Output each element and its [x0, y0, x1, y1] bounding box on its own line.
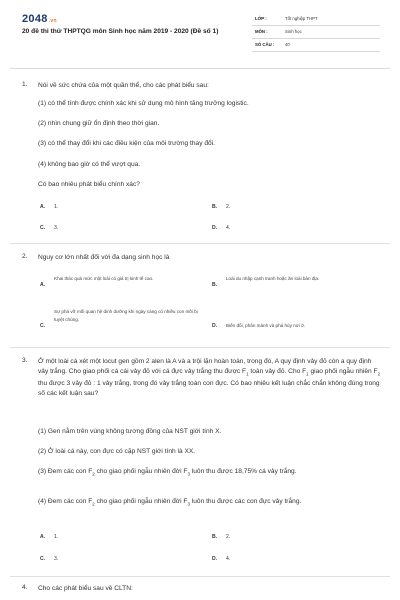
option-d-label[interactable]: D.: [212, 323, 218, 329]
option-c-label[interactable]: C.: [40, 323, 46, 329]
option-a-label[interactable]: A.: [40, 204, 46, 210]
question-text: Nguy cơ lớn nhất đối với đa dạng sinh học là: [38, 254, 170, 261]
option-b-label[interactable]: B.: [212, 534, 218, 540]
option-b-label[interactable]: B.: [212, 204, 218, 210]
document-title: 20 đề thi thử THPTQG môn Sinh học năm 2019 - 2020 (Đề số 1): [22, 28, 219, 35]
logo-suffix: .vn: [48, 18, 57, 24]
option-a-text[interactable]: 1.: [54, 534, 59, 540]
option-d-text[interactable]: 4.: [226, 225, 231, 231]
option-d-text[interactable]: Biến đổi, phân mảnh và phá hủy nơi ở.: [226, 323, 306, 328]
statement-4: (4) không bao giờ có thể vượt qua.: [38, 161, 141, 168]
question-prompt: Có bao nhiêu phát biểu chính xác?: [38, 181, 140, 188]
meta-row-count: [252, 39, 380, 52]
question-number: 3.: [22, 357, 28, 364]
meta-row-subject: [252, 26, 380, 39]
meta-label: MÔN :: [255, 29, 268, 34]
header-divider: [10, 68, 390, 69]
option-b-label[interactable]: B.: [212, 282, 218, 288]
question-number: 2.: [22, 253, 28, 260]
option-a-label[interactable]: A.: [40, 534, 46, 540]
question-divider: [10, 243, 390, 244]
statement-2: (2) nhìn chung giữ ổn định theo thời gian.: [38, 120, 160, 127]
question-divider: [10, 347, 390, 348]
option-c-text[interactable]: 3.: [54, 556, 59, 562]
meta-value: Sinh học: [285, 29, 302, 34]
meta-row-class: [252, 13, 380, 26]
question-divider: [10, 576, 390, 577]
document-header: [0, 0, 400, 68]
question-number: 4.: [22, 584, 28, 591]
option-a-label[interactable]: A.: [40, 282, 46, 288]
statement-3: (3) Đem các con $F_2$ cho giao phối ngẫu nhiên đời $F_3$ luôn thu được 18,75% cá vảy trắng.: [38, 468, 297, 477]
statement-1: (1) có thể tính được chính xác khi sử dụng mô hình tăng trưởng logistic.: [38, 100, 249, 107]
option-c-text[interactable]: Sự phá vỡ mối quan hệ dinh dưỡng khi ngày càng có nhiều con mồi bị tuyệt chủng.: [54, 309, 198, 322]
statement-1: (1) Gen nằm trên vùng không tương đồng của NST giới tính X.: [38, 428, 222, 435]
logo-text: 2048: [22, 13, 48, 25]
question-text: Nói về sức chứa của một quần thể, cho các phát biểu sau:: [38, 82, 209, 89]
option-a-text[interactable]: Khai thác quá mức một loài có giá trị kinh tế cao.: [54, 276, 154, 281]
option-b-text[interactable]: Loài du nhập cạnh tranh hoặc ăn loài bản địa.: [226, 276, 320, 281]
meta-table: [252, 13, 380, 52]
option-a-text[interactable]: 1.: [54, 204, 59, 210]
statement-2: (2) Ở loài cá này, con đực có cặp NST giới tính là XX.: [38, 448, 196, 455]
question-text: Ở một loài cá xét một locut gen gồm 2 alen là A và a trội lặn hoàn toàn, trong đó, A quy định vảy đỏ còn a quy định vảy trắng. Cho giao phối cá cái vảy đỏ với cá đực vảy trắng thu được $F_1$ toàn vảy đỏ. Cho $F_1$ giao phối ngẫu nhiên $F_2$ thu được 3 vảy đỏ : 1 vảy trắng, trong đó vảy trắng toàn con đực. Có bao nhiêu kết luận chắc chắn không đúng trong số các kết luận sau?: [38, 358, 381, 398]
option-b-text[interactable]: 2.: [226, 534, 231, 540]
option-d-text[interactable]: 4.: [226, 556, 231, 562]
meta-label: SỐ CÂU :: [255, 42, 275, 47]
option-c-label[interactable]: C.: [40, 225, 46, 231]
meta-value: 40: [285, 42, 290, 47]
site-logo[interactable]: [22, 13, 57, 25]
meta-value: Tốt nghiệp THPT: [285, 16, 318, 21]
statement-3: (3) có thể thay đổi khi các điều kiện của môi trường thay đổi.: [38, 140, 215, 147]
option-d-label[interactable]: D.: [212, 225, 218, 231]
option-c-text[interactable]: 3.: [54, 225, 59, 231]
question-text: Cho các phát biểu sau về CLTN:: [38, 585, 133, 592]
option-d-label[interactable]: D.: [212, 556, 218, 562]
meta-label: LỚP :: [255, 16, 267, 21]
question-number: 1.: [22, 81, 28, 88]
option-b-text[interactable]: 2.: [226, 204, 231, 210]
statement-4: (4) Đem các con $F_2$ cho giao phối ngẫu nhiên đời $F_3$ luôn thu được các con đực vảy trắng.: [38, 498, 302, 507]
option-c-label[interactable]: C.: [40, 556, 46, 562]
